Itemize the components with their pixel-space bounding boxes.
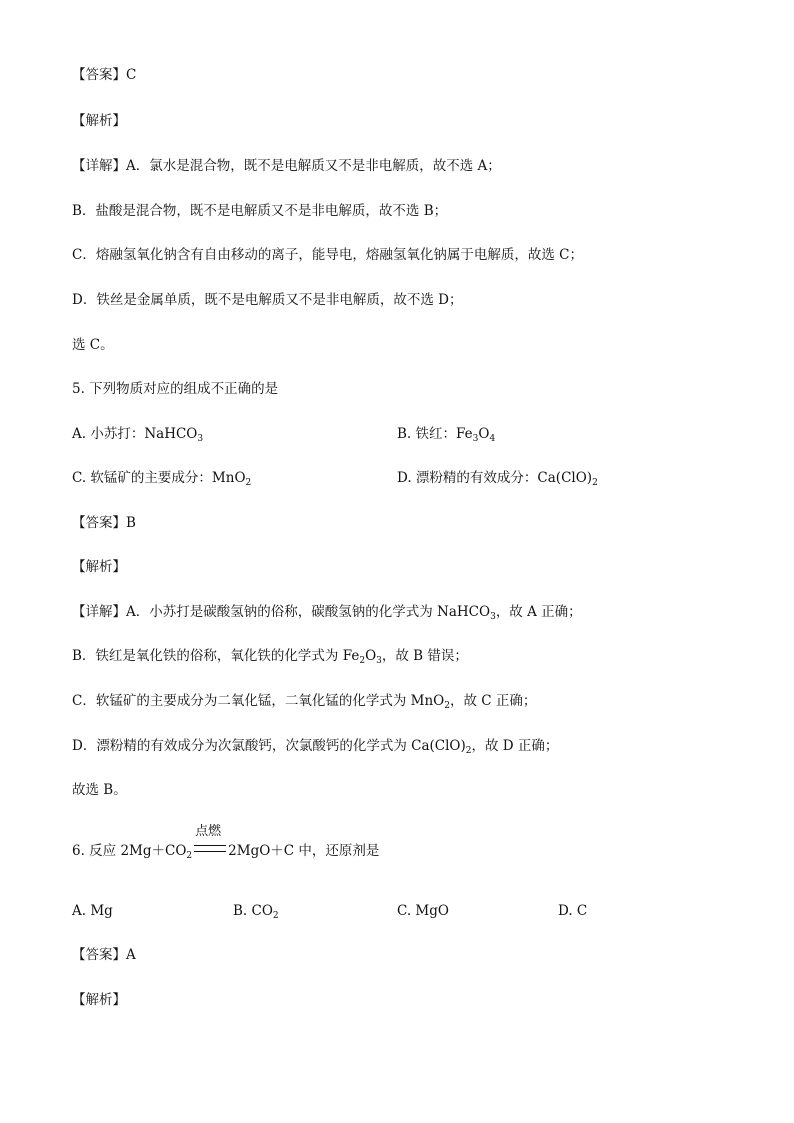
detail-line-q5-b: B．铁红是氧化铁的俗称，氧化铁的化学式为 $Fe_2O_3$，故 B 错误； (72, 648, 468, 666)
detail-line-q5-c: C．软锰矿的主要成分为二氧化锰，二氧化锰的化学式为 MnO$_2$，故 C 正确； (72, 693, 537, 711)
q5-option-d: D. 漂粉精的有效成分：$Ca(ClO)_2$ (397, 470, 598, 488)
q6-option-d: D. C (558, 903, 588, 919)
q6-option-a: A. Mg (72, 903, 113, 919)
detail-line-q4-d: D．铁丝是金属单质，既不是电解质又不是非电解质，故不选 D； (72, 292, 463, 308)
answer-value: C (126, 67, 137, 83)
detail-line-q4-b: B．盐酸是混合物，既不是电解质又不是非电解质，故不选 B； (72, 203, 448, 219)
answer-line-q4 (72, 66, 136, 84)
detail-line-q4-c: C．熔融氢氧化钠含有自由移动的离子，能导电，熔融氢氧化钠属于电解质，故选 C； (72, 247, 583, 263)
reaction-condition-arrow (194, 824, 226, 860)
detail-line-q5-a: 【详解】A．小苏打是碳酸氢钠的俗称，碳酸氢钠的化学式为 NaHCO$_3$，故 A 正确； (72, 604, 582, 622)
detail-line-q5-e: 故选 B。 (72, 782, 127, 798)
question-6-stem: 6. 反应 $2Mg+CO_2$ 点燃 2MgO＋C 中，还原剂是 (72, 824, 380, 861)
reaction-condition-label: 点燃 (195, 824, 222, 839)
q6-option-b: B. $CO_2$ (233, 903, 279, 921)
q5-option-c: C. 软锰矿的主要成分：MnO$_2$ (72, 470, 252, 488)
q5-option-a: A. 小苏打：NaHCO$_3$ (72, 426, 204, 444)
detail-line-q4-a: 【详解】A．氯水是混合物，既不是电解质又不是非电解质，故不选 A； (72, 158, 501, 174)
answer-line-q5: 【答案】B (72, 515, 136, 531)
analysis-label-q5: 【解析】 (72, 559, 126, 575)
question-5-stem: 5. 下列物质对应的组成不正确的是 (72, 381, 279, 397)
detail-line-q4-e: 选 C。 (72, 337, 114, 353)
analysis-label-q6: 【解析】 (72, 992, 126, 1008)
q6-option-c: C. MgO (397, 903, 449, 919)
answer-line-q6: 【答案】A (72, 947, 136, 963)
detail-line-q5-d: D．漂粉精的有效成分为次氯酸钙，次氯酸钙的化学式为 $Ca(ClO)_2$，故 D 正确； (72, 738, 559, 756)
answer-label: 【答案】 (72, 67, 126, 83)
q5-option-b: B. 铁红：$Fe_3O_4$ (397, 426, 496, 444)
analysis-label-q4: 【解析】 (72, 113, 126, 129)
